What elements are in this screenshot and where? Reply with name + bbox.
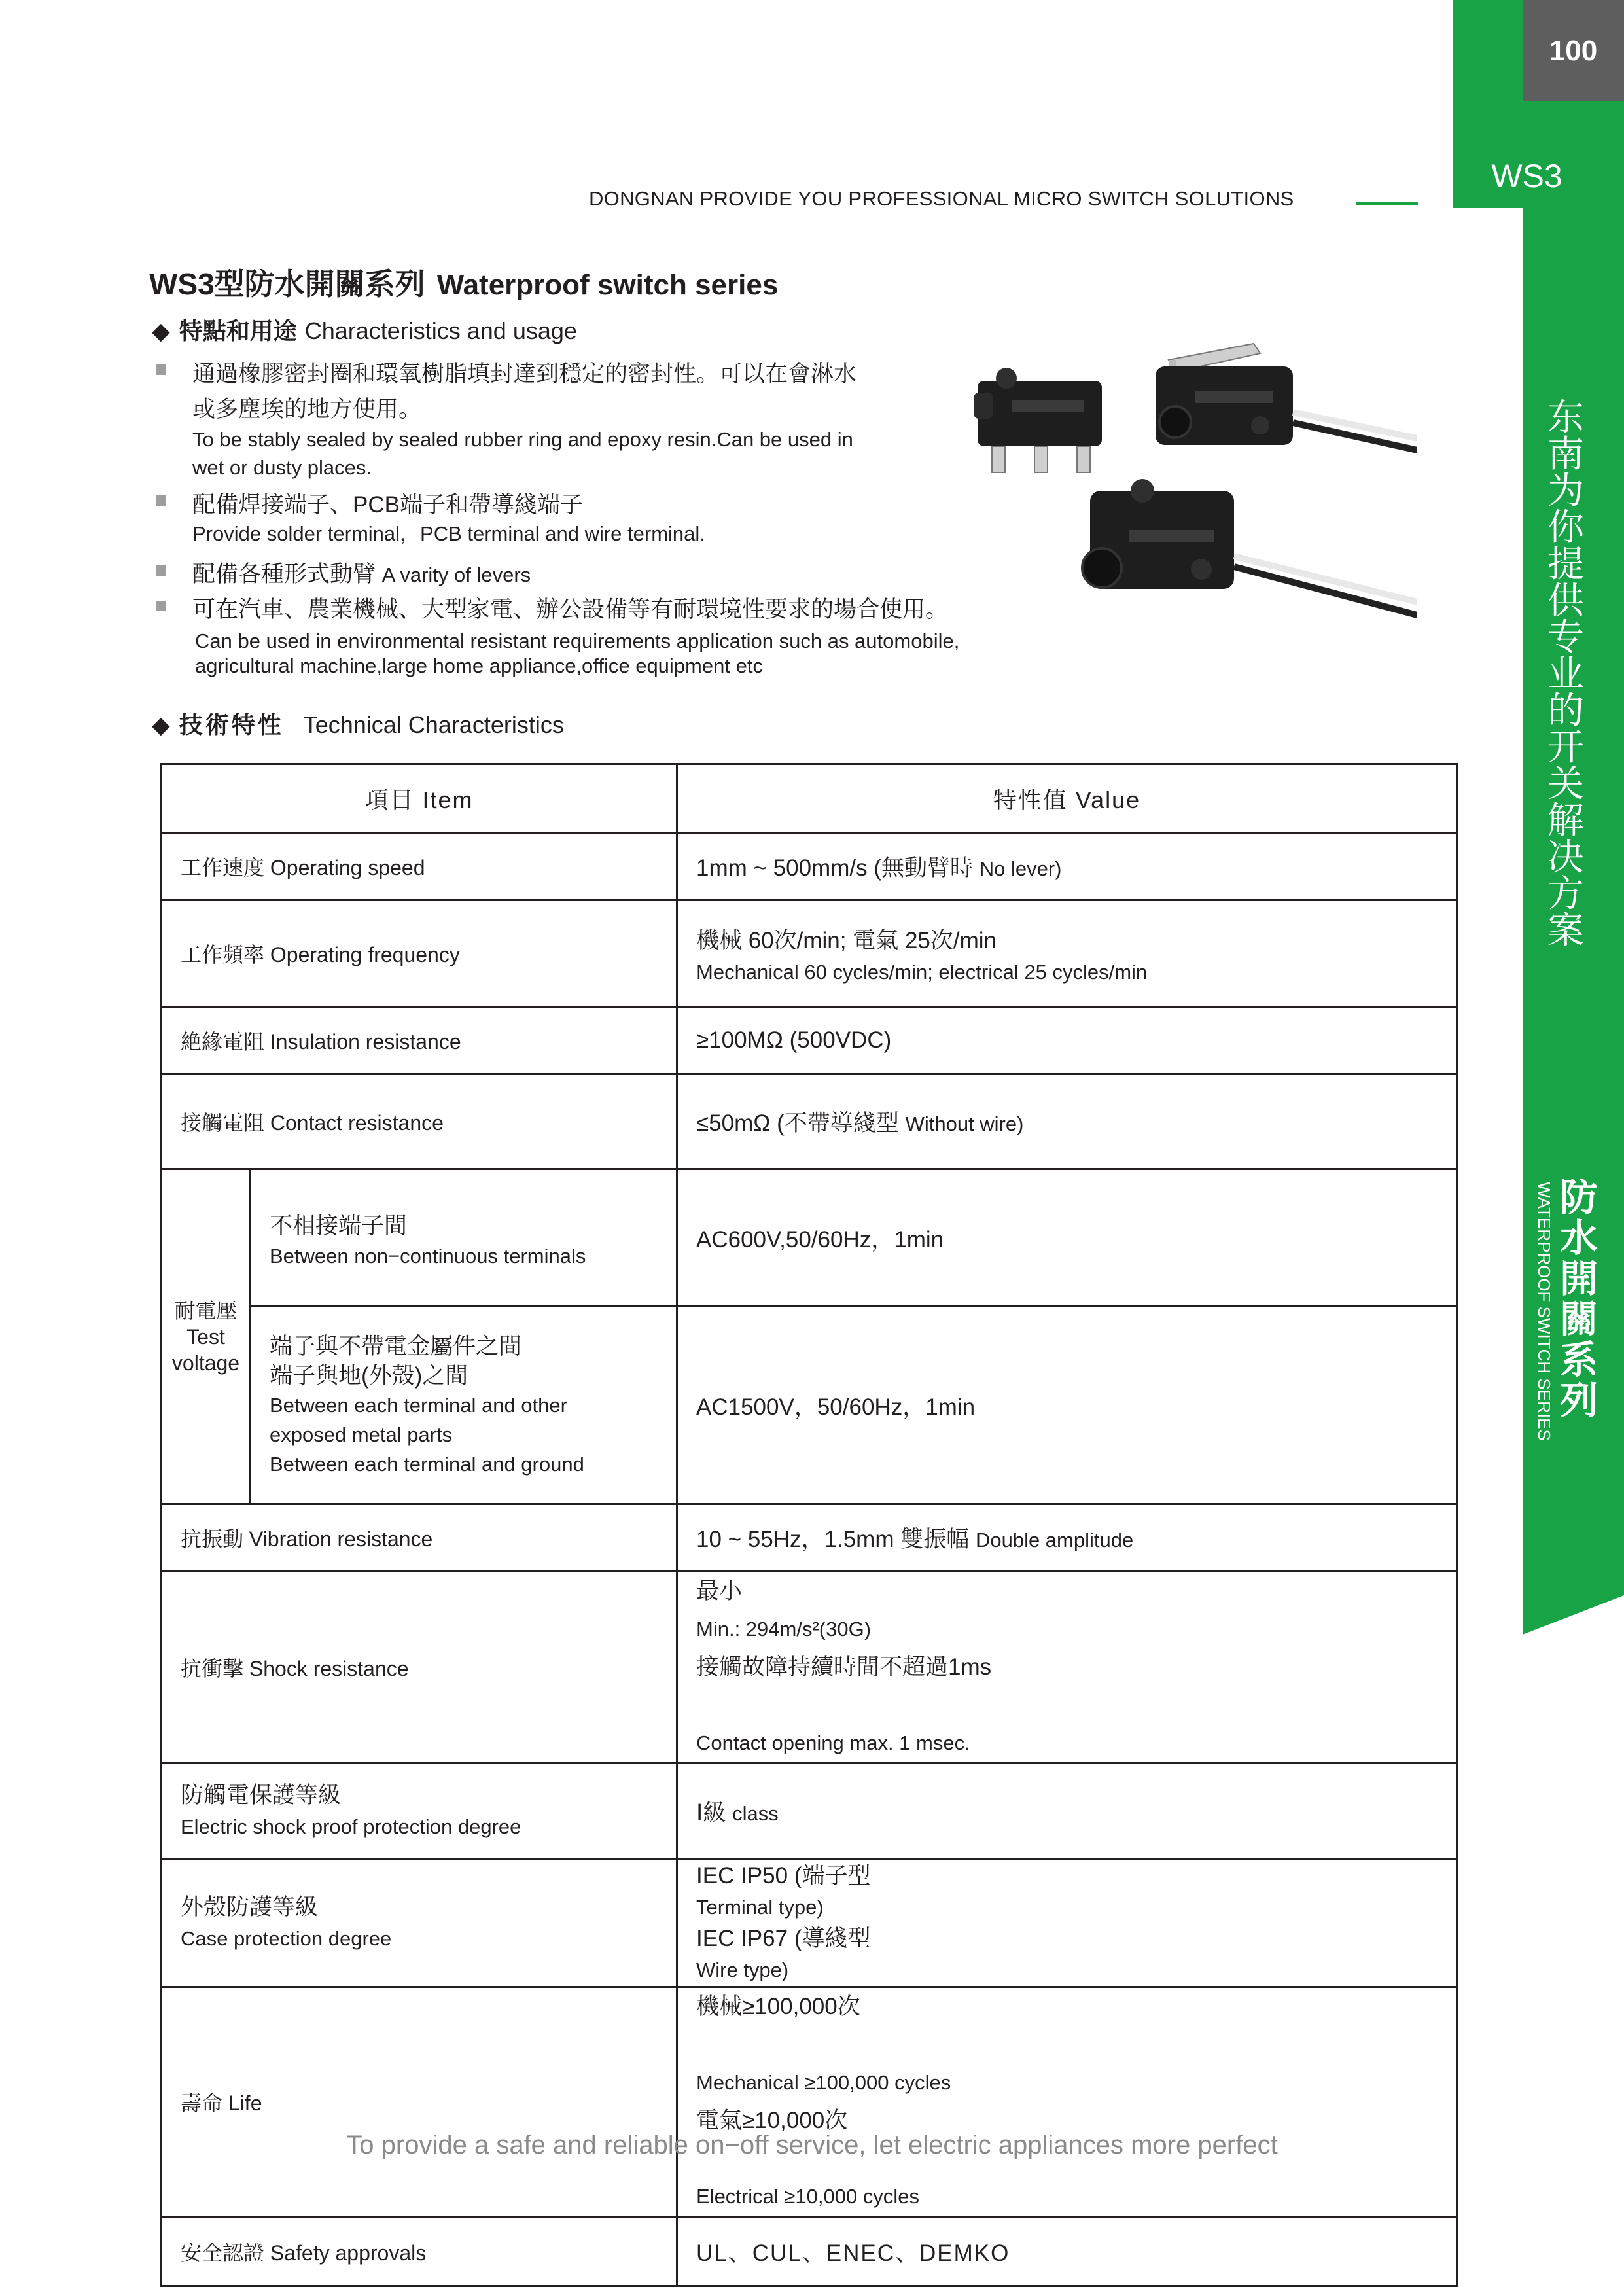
switch-terminal-type	[974, 368, 1102, 472]
feature-1-cn-1: 通過橡膠密封圈和環氧樹脂填封達到穩定的密封性。可以在會淋水	[192, 361, 857, 387]
row-label: 工作頻率 Operating frequency	[162, 900, 677, 1007]
row-label: 抗振動 Vibration resistance	[162, 1504, 677, 1572]
bullet-square-icon	[156, 495, 166, 506]
header-slogan: DONGNAN PROVIDE YOU PROFESSIONAL MICRO SWITCH SOLUTIONS	[589, 187, 1294, 210]
row-label: 端子與不帶電金屬件之間 端子與地(外殼)之間 Between each terminal and other exposed metal parts Between each terminal and ground	[251, 1307, 677, 1504]
feature-1-cn-2: 或多塵埃的地方使用。	[192, 397, 422, 422]
feature-1-en-1: To be stably sealed by sealed rubber ring and epoxy resin.Can be used in	[192, 428, 853, 451]
table-row	[162, 1307, 1457, 1504]
row-value: AC600V,50/60Hz，1min	[677, 1169, 1457, 1307]
feature-4-en-2: agricultural machine,large home appliance,office equipment etc	[195, 654, 763, 677]
table-row	[162, 1572, 1457, 1764]
row-value: 最小 Min.: 294m/s²(30G) 接觸故障持續時間不超過1ms Contact opening max. 1 msec.	[677, 1572, 1457, 1764]
row-value: Ⅰ級 class	[677, 1764, 1457, 1860]
row-label: 防觸電保護等級 Electric shock proof protection degree	[162, 1764, 677, 1860]
diamond-icon: ◆	[152, 317, 170, 344]
row-label: 抗衝擊 Shock resistance	[162, 1572, 677, 1764]
page-number: 100	[1523, 0, 1624, 101]
diamond-icon: ◆	[152, 711, 170, 738]
feature-4-en-1: Can be used in environmental resistant requirements application such as automobile,	[195, 629, 960, 652]
row-value: 機械 60次/min; 電氣 25次/min Mechanical 60 cycles/min; electrical 25 cycles/min	[677, 900, 1457, 1007]
series-title-en: WATERPROOF SWITCH SERIES	[1534, 1182, 1554, 1441]
row-label: 外殼防護等級 Case protection degree	[162, 1860, 677, 1987]
footer-tagline: To provide a safe and reliable on−off service, let electric appliances more perfect	[346, 2131, 1278, 2159]
table-row	[162, 900, 1457, 1007]
vertical-slogan: 东 南 为 你 提 供 专 业 的 开 关 解 决 方 案	[1547, 397, 1584, 951]
row-label: 接觸電阻 Contact resistance	[162, 1074, 677, 1169]
table-row	[162, 2217, 1457, 2286]
table-row	[162, 1169, 1457, 1307]
row-label: 工作速度 Operating speed	[162, 833, 677, 900]
feature-2-en: Provide solder terminal，PCB terminal and wire terminal.	[192, 522, 705, 545]
row-label: 安全認證 Safety approvals	[162, 2217, 677, 2286]
characteristics-heading: ◆ 特點和用途 Characteristics and usage	[152, 317, 577, 344]
header-value: 特性值 Value	[677, 764, 1457, 833]
switch-lever-wire	[1156, 344, 1417, 450]
table-header-row	[162, 764, 1457, 833]
header-rule	[1356, 202, 1418, 205]
model-tag: WS3	[1491, 158, 1562, 194]
table-row	[162, 833, 1457, 900]
row-value: UL、CUL、ENEC、DEMKO	[677, 2217, 1457, 2286]
header-item: 項目 Item	[162, 764, 677, 833]
bullet-square-icon	[156, 364, 166, 375]
series-title-cn: 防 水 開 關 系 列	[1559, 1177, 1598, 1422]
table-row	[162, 1860, 1457, 1987]
title-en: Waterproof switch series	[436, 269, 779, 301]
row-label: 壽命 Life	[162, 1987, 677, 2217]
row-value: 1mm ~ 500mm/s (無動臂時 No lever)	[677, 833, 1457, 900]
feature-2-cn: 配備焊接端子、PCB端子和帶導綫端子	[192, 492, 583, 518]
bullet-square-icon	[156, 601, 166, 611]
feature-4-cn: 可在汽車、農業機械、大型家電、辦公設備等有耐環境性要求的場合使用。	[192, 597, 949, 622]
row-value: ≥100MΩ (500VDC)	[677, 1007, 1457, 1074]
product-photo	[972, 340, 1417, 641]
row-label: 不相接端子間 Between non−continuous terminals	[251, 1169, 677, 1307]
feature-1-en-2: wet or dusty places.	[192, 456, 372, 479]
row-value: IEC IP50 (端子型 Terminal type) IEC IP67 (導綫型 Wire type)	[677, 1860, 1457, 1987]
table-row	[162, 1504, 1457, 1572]
row-value: ≤50mΩ (不帶導綫型 Without wire)	[677, 1074, 1457, 1169]
row-value: AC1500V，50/60Hz，1min	[677, 1307, 1457, 1504]
title-cn: WS3型防水開關系列	[149, 267, 425, 301]
test-voltage-label: 耐電壓 Test voltage	[162, 1169, 251, 1504]
table-row	[162, 1764, 1457, 1860]
switch-wire-type	[1082, 479, 1417, 615]
row-value: 機械≥100,000次 Mechanical ≥100,000 cycles 電氣≥10,000次 Electrical ≥10,000 cycles	[677, 1987, 1457, 2217]
row-label: 絶緣電阻 Insulation resistance	[162, 1007, 677, 1074]
spec-table	[160, 763, 1458, 2287]
bullet-square-icon	[156, 565, 166, 576]
row-value: 10 ~ 55Hz，1.5mm 雙振幅 Double amplitude	[677, 1504, 1457, 1572]
feature-3: 配備各種形式動臂 A varity of levers	[192, 561, 531, 587]
page-title	[149, 260, 778, 304]
table-row	[162, 1007, 1457, 1074]
table-row	[162, 1987, 1457, 2217]
table-row	[162, 1074, 1457, 1169]
technical-heading: ◆ 技術特性 Technical Characteristics	[152, 711, 564, 738]
